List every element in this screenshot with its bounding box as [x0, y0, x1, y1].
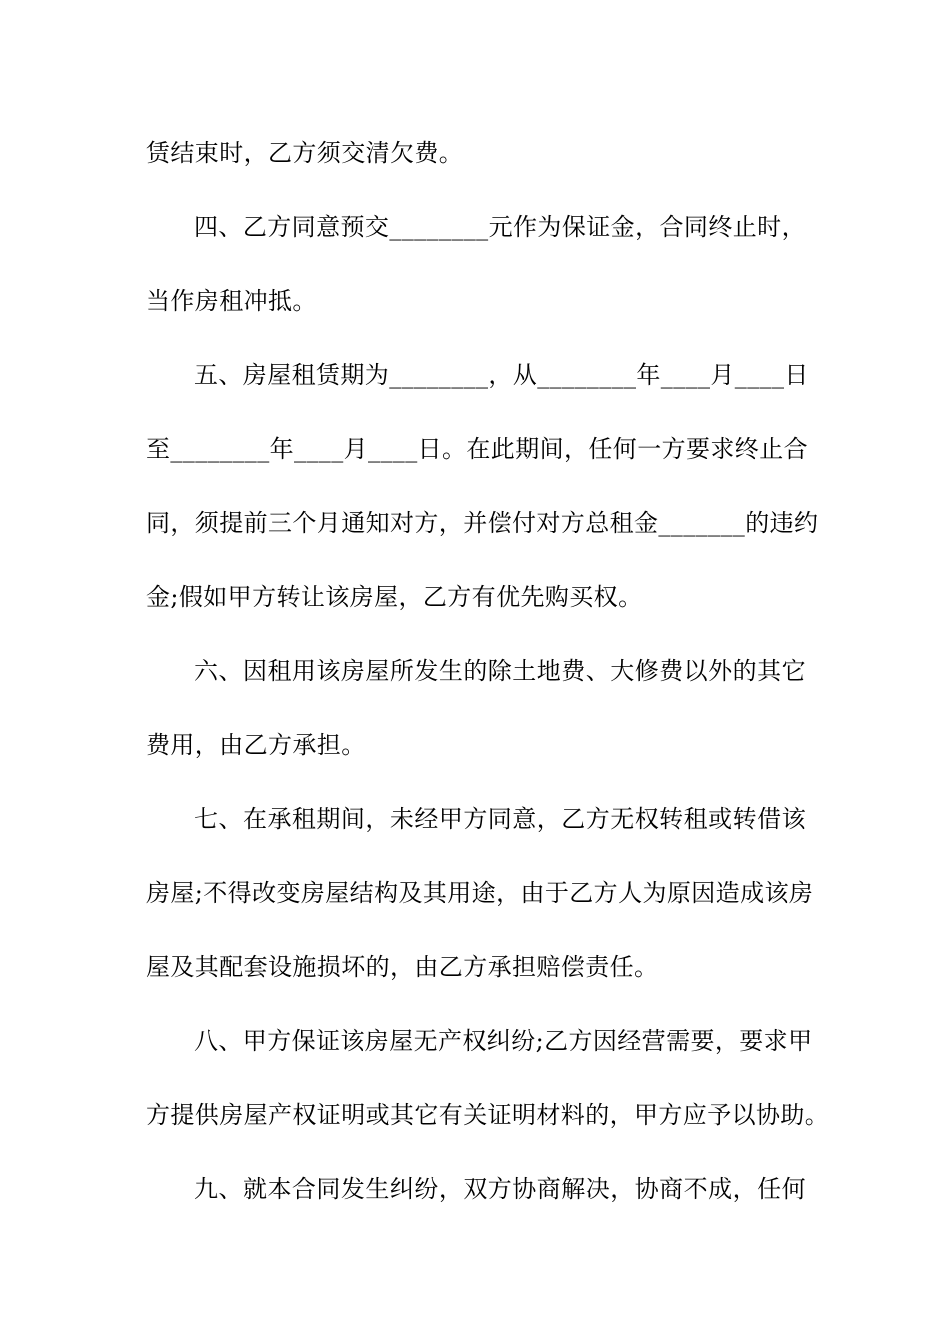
text-line: 当作房租冲抵。 [146, 287, 317, 315]
clause-five-line: 五、房屋租赁期为________，从________年____月____日 [194, 361, 809, 389]
text-line: 屋及其配套设施损坏的，由乙方承担赔偿责任。 [146, 953, 659, 981]
text-line: 同，须提前三个月通知对方，并偿付对方总租金_______的违约 [146, 509, 819, 537]
clause-eight-line: 八、甲方保证该房屋无产权纠纷;乙方因经营需要，要求甲 [194, 1027, 813, 1055]
text-line: 金;假如甲方转让该房屋，乙方有优先购买权。 [146, 583, 643, 611]
text-line: 房屋;不得改变房屋结构及其用途，由于乙方人为原因造成该房 [146, 879, 814, 907]
clause-six-line: 六、因租用该房屋所发生的除土地费、大修费以外的其它 [194, 657, 806, 685]
clause-four-line: 四、乙方同意预交________元作为保证金，合同终止时， [194, 213, 806, 241]
text-line: 方提供房屋产权证明或其它有关证明材料的，甲方应予以协助。 [146, 1101, 830, 1129]
text-line: 赁结束时，乙方须交清欠费。 [146, 139, 464, 167]
text-line: 费用，由乙方承担。 [146, 731, 366, 759]
clause-nine-line: 九、就本合同发生纠纷，双方协商解决，协商不成，任何 [194, 1175, 806, 1203]
text-line: 至________年____月____日。在此期间，任何一方要求终止合 [146, 435, 808, 463]
clause-seven-line: 七、在承租期间，未经甲方同意，乙方无权转租或转借该 [194, 805, 806, 833]
